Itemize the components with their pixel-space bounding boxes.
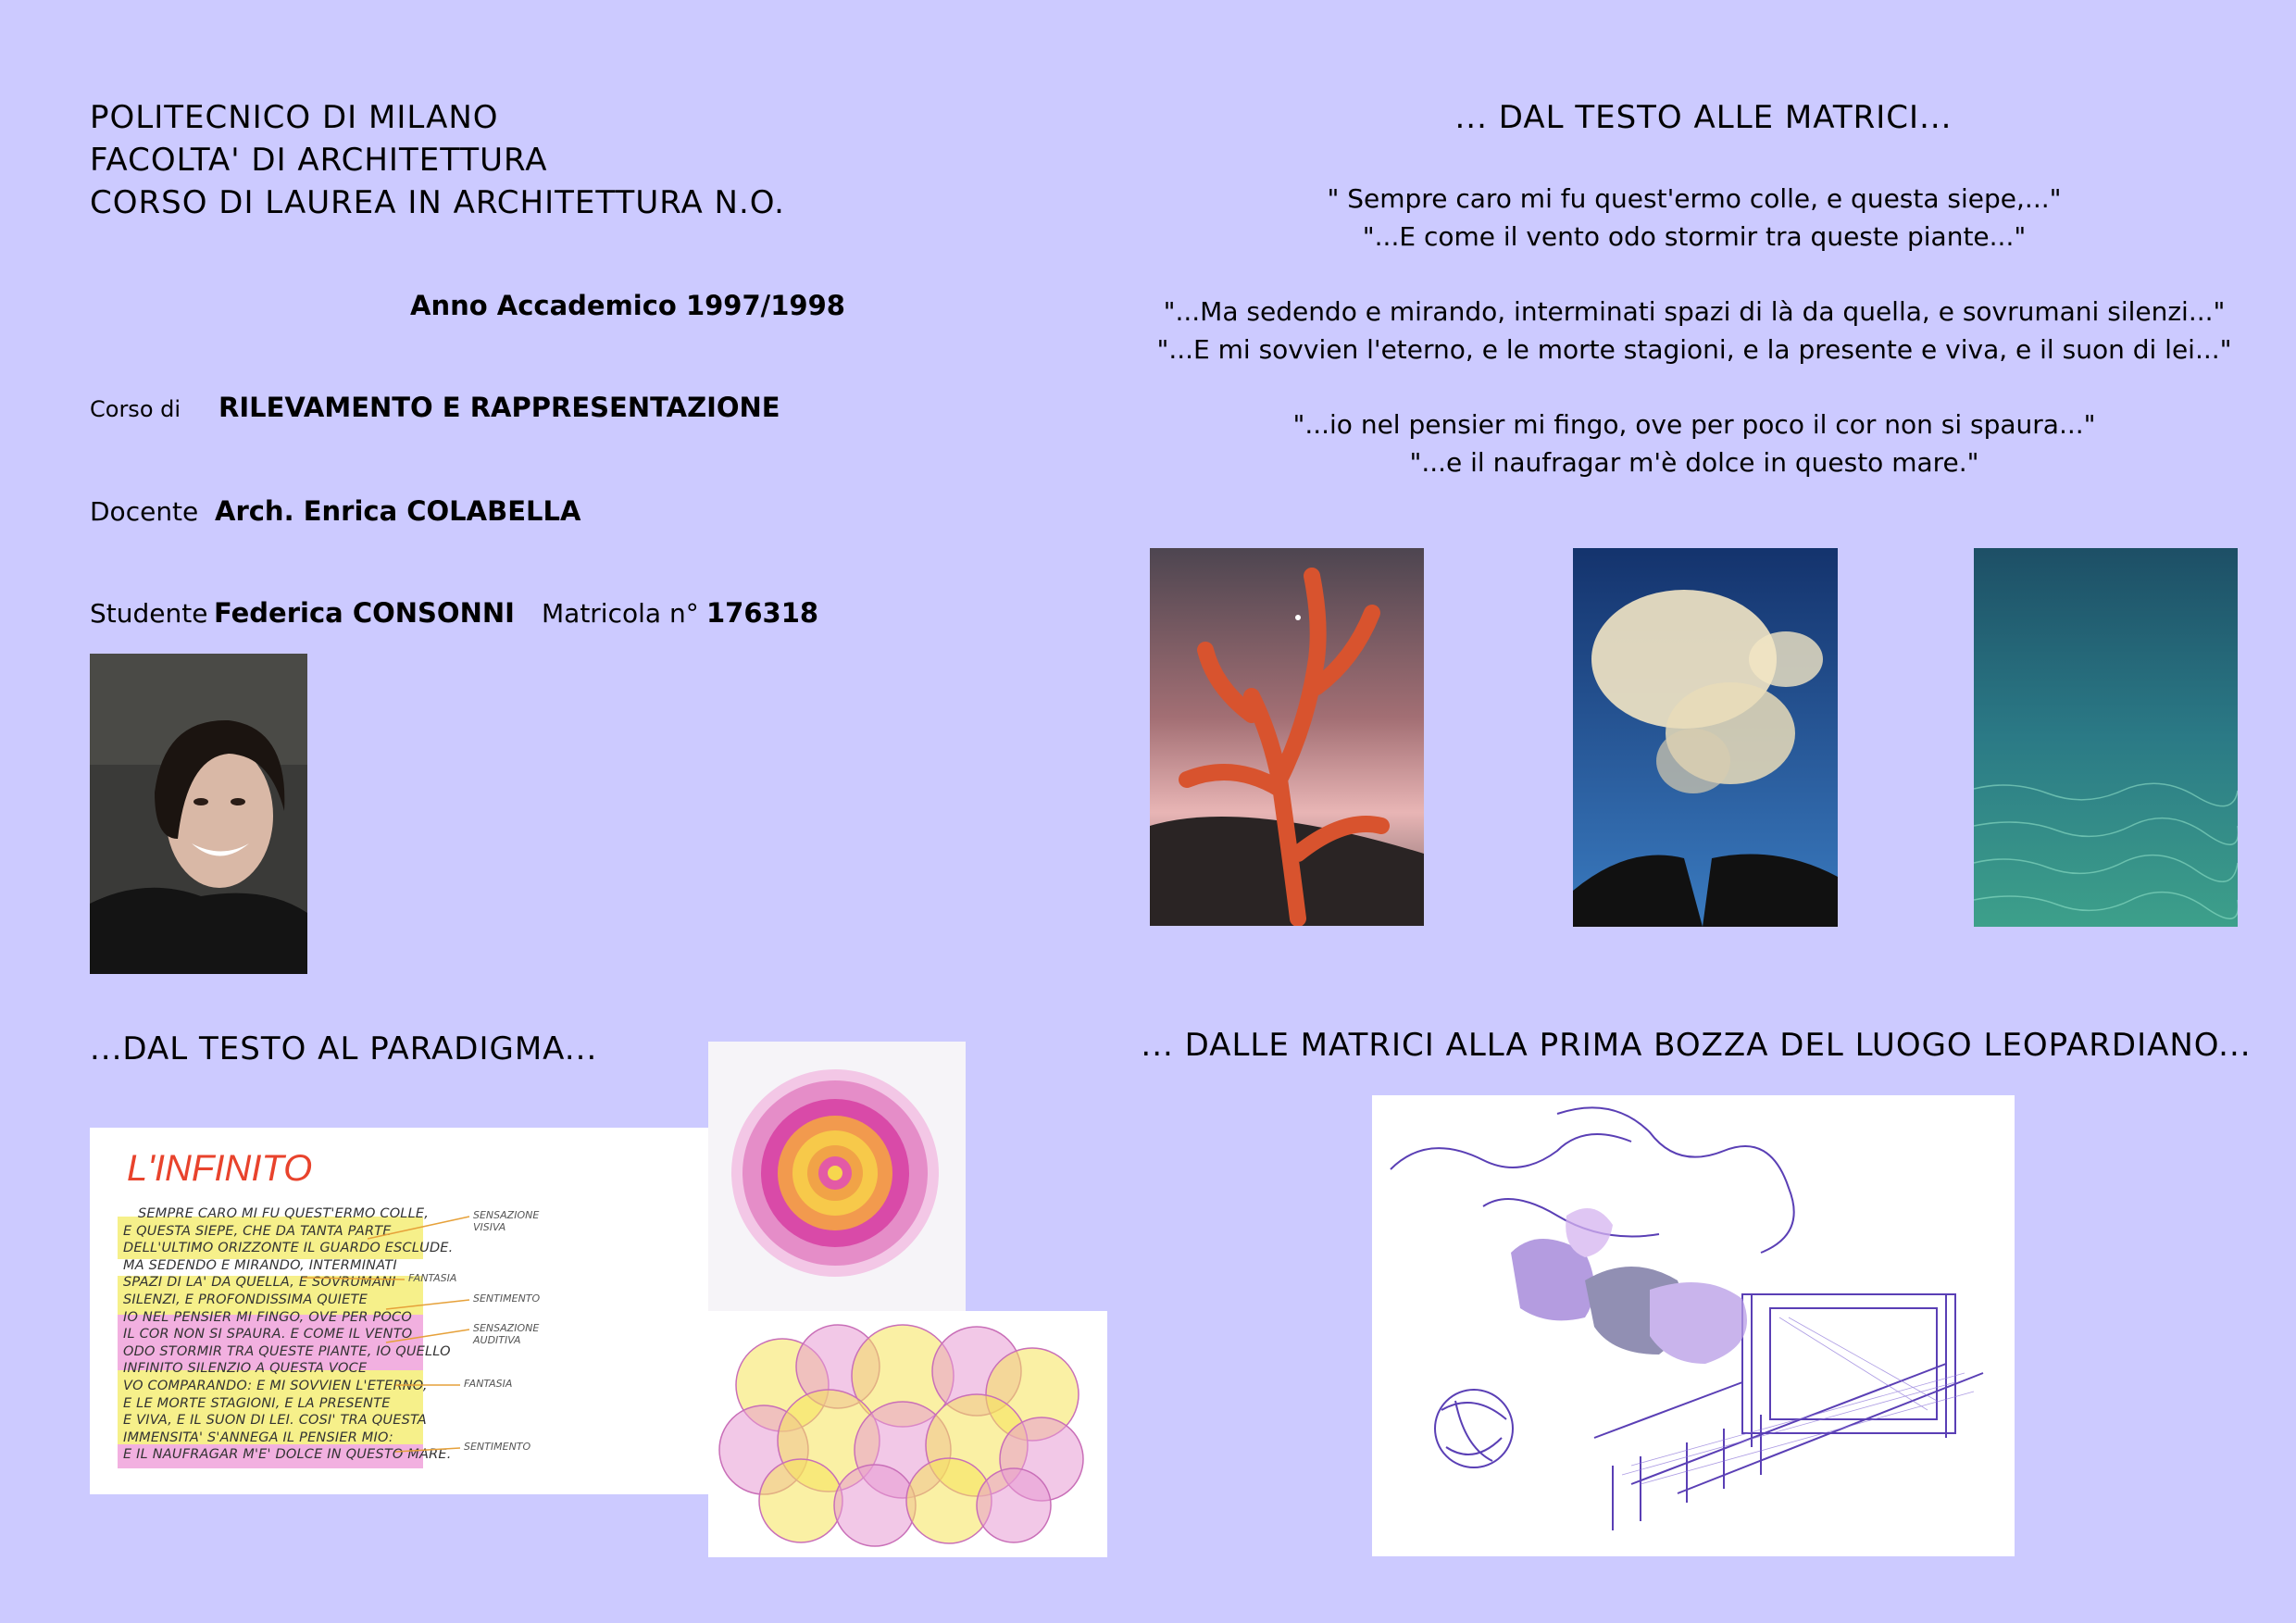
quote-line: " Sempre caro mi fu quest'ermo colle, e questa siepe,..." [1327,183,2062,214]
school-header [90,96,785,224]
matricola-number: 176318 [706,597,819,629]
tree-photo [1150,548,1424,926]
bozza-title: ... DALLE MATRICI ALLA PRIMA BOZZA DEL LUOGO LEOPARDIANO... [1141,1027,2252,1064]
poem-line: MA SEDENDO E MIRANDO, INTERMINATI [123,1257,397,1273]
sea-photo [1974,548,2238,927]
student-name: Federica CONSONNI [214,597,515,629]
course-label: Corso di [90,396,181,422]
annotation-label: SENSAZIONE VISIVA [473,1209,540,1233]
cloud-photo [1573,548,1838,927]
quote-line: "...Ma sedendo e mirando, interminati spazi di là da quella, e sovrumani silenzi..." [1163,296,2226,327]
course-name: RILEVAMENTO E RAPPRESENTAZIONE [218,392,780,423]
school-line: CORSO DI LAUREA IN ARCHITETTURA N.O. [90,184,785,221]
annotation-label: FANTASIA [408,1272,457,1284]
quote-line: "...E mi sovvien l'eterno, e le morte stagioni, e la presente e viva, e il suon di lei..." [1156,334,2232,365]
annotation-label: SENSAZIONE AUDITIVA [473,1322,540,1346]
paradigm-title: ...DAL TESTO AL PARADIGMA... [90,1030,598,1067]
teacher-name: Arch. Enrica COLABELLA [215,495,581,527]
poem-line: DELL'ULTIMO ORIZZONTE IL GUARDO ESCLUDE. [123,1241,454,1256]
poem-line: SILENZI, E PROFONDISSIMA QUIETE [123,1292,368,1307]
annotation-label: FANTASIA [464,1378,513,1390]
academic-year: Anno Accademico 1997/1998 [410,290,845,321]
poem-line: IMMENSITA' S'ANNEGA IL PENSIER MIO: [123,1429,393,1445]
poem-line: E VIVA, E IL SUON DI LEI. COSI' TRA QUESTA [123,1413,427,1429]
student-label: Studente [90,598,208,629]
poem-line: INFINITO SILENZIO A QUESTA VOCE [123,1361,368,1377]
annotation-label: SENTIMENTO [464,1441,531,1453]
concentric-circle-drawing [708,1042,966,1312]
poem-card [90,1128,708,1494]
overlapping-circles-drawing [708,1311,1107,1557]
school-line: FACOLTA' DI ARCHITETTURA [90,142,548,179]
poem-line: E LE MORTE STAGIONI, E LA PRESENTE [123,1395,391,1411]
annotation-leaders [90,1128,708,1494]
school-line: POLITECNICO DI MILANO [90,99,499,136]
student-portrait [90,654,307,974]
poem-line: VO COMPARANDO: E MI SOVVIEN L'ETERNO, [123,1378,428,1393]
poem-line: ODO STORMIR TRA QUESTE PIANTE, IO QUELLO [123,1343,451,1359]
poem-line: E QUESTA SIEPE, CHE DA TANTA PARTE [123,1223,392,1239]
quote-line: "...io nel pensier mi fingo, ove per poco il cor non si spaura..." [1292,409,2096,440]
poem-line: IL COR NON SI SPAURA. E COME IL VENTO [123,1327,413,1342]
poem-line: E IL NAUFRAGAR M'E' DOLCE IN QUESTO MARE. [123,1447,452,1463]
poem-title: L'INFINITO [127,1148,313,1189]
quotes-block [1148,180,2240,481]
poem-line: SEMPRE CARO MI FU QUEST'ERMO COLLE, [138,1206,430,1221]
quote-line: "...E come il vento odo stormir tra queste piante..." [1362,221,2027,252]
annotation-label: SENTIMENTO [473,1292,541,1305]
poem-line: SPAZI DI LA' DA QUELLA, E SOVRUMANI [123,1275,396,1291]
teacher-label: Docente [90,496,199,527]
matrici-title: ... DAL TESTO ALLE MATRICI... [1454,99,1953,136]
matricola-label: Matricola n° [542,598,699,629]
poem-line: IO NEL PENSIER MI FINGO, OVE PER POCO [123,1309,412,1325]
leopardian-place-sketch [1372,1095,2015,1556]
quote-line: "...e il naufragar m'è dolce in questo mare." [1409,447,1979,478]
